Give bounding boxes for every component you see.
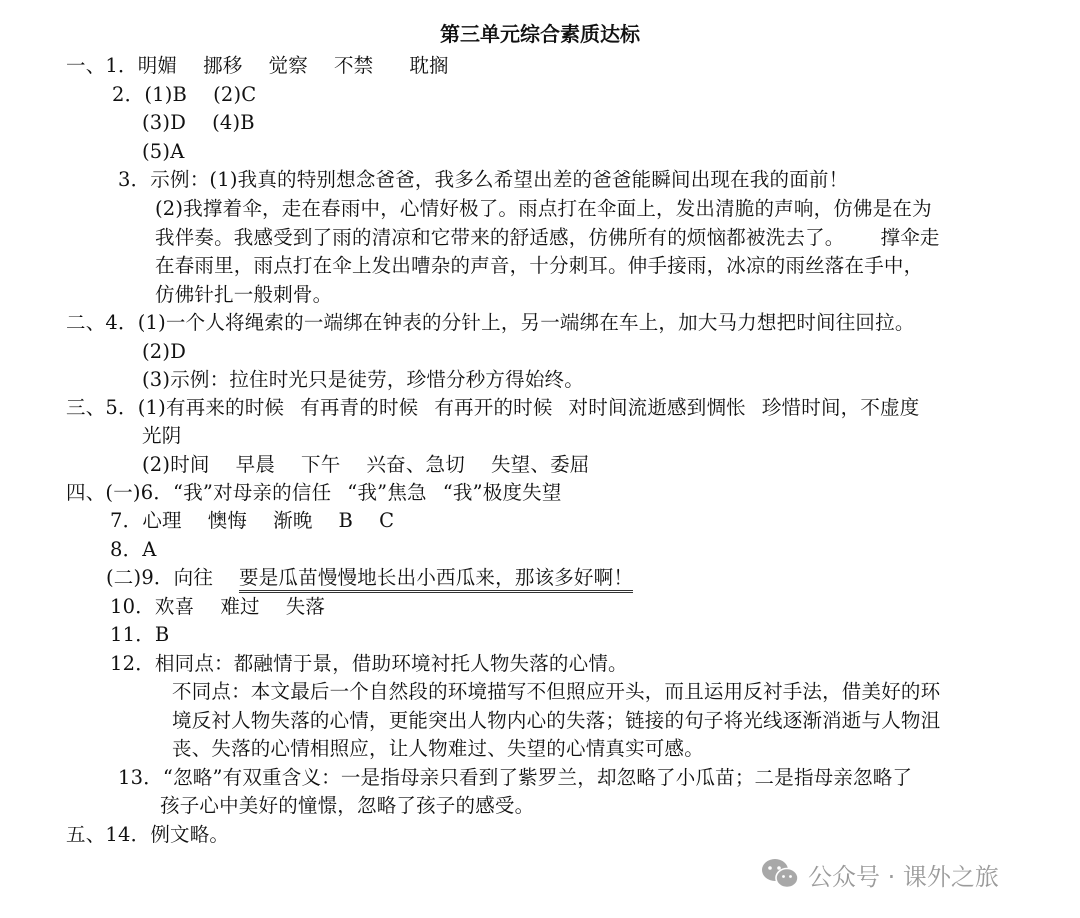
q5-item: 对时间流逝感到惆怅: [568, 396, 746, 419]
q4-line-1: 二、4．(1)一个人将绳索的一端绑在钟表的分针上，另一端绑在车上，加大马力想把时间往回拉。: [66, 311, 915, 334]
q2-line-3: [142, 138, 185, 166]
watermark: [760, 856, 999, 892]
q2-line-1: [112, 81, 256, 109]
q2-num: 2．: [112, 83, 145, 106]
q6-line: [66, 479, 562, 507]
page-title: 第三单元综合素质达标: [440, 22, 640, 46]
q3-text: 撑伞走: [880, 226, 940, 249]
q14-line: 五、14．例文略。: [66, 823, 230, 846]
q5-item: 有再开的时候: [434, 396, 553, 419]
wechat-icon: [760, 857, 800, 891]
q9-prefix: (二)9．向往: [106, 566, 214, 589]
q2-answer: (2)C: [213, 83, 257, 106]
q6-item: “我”极度失望: [442, 481, 562, 504]
q13-line-1: 13．“忽略”有双重含义：一是指母亲只看到了紫罗兰，却忽略了小瓜苗；二是指母亲忽略了: [118, 766, 913, 789]
q1-word: 挪移: [203, 54, 243, 77]
q6-item: “我”对母亲的信任: [173, 481, 332, 504]
q10-item: 欢喜: [154, 595, 195, 618]
q1-line: [66, 52, 449, 80]
q8-line: 8．A: [110, 538, 157, 561]
watermark-text: 公众号 · 课外之旅: [808, 862, 999, 891]
q1-word: 不禁: [333, 54, 374, 77]
q5-item: 有再来的时候: [165, 396, 285, 419]
q5-line-2: 光阴: [142, 424, 182, 447]
q7-item: 懊悔: [207, 509, 248, 532]
q2-line-2: [142, 109, 255, 137]
q3-line-1: 3．示例：(1)我真的特别想念爸爸，我多么希望出差的爸爸能瞬间出现在我的面前！: [118, 168, 849, 191]
q5-p2-prefix: (2): [142, 453, 171, 476]
q10-item: 难过: [220, 595, 260, 618]
q12-line-1: 12．相同点：都融情于景，借助环境衬托人物失落的心情。: [110, 652, 628, 675]
q1-word: 耽搁: [409, 54, 449, 77]
q10-line: [110, 593, 325, 621]
q2-answer: (3)D: [142, 111, 187, 134]
q4-line-3: (3)示例：拉住时光只是徒劳，珍惜分秒方得始终。: [142, 368, 584, 391]
q7-prefix: 7．: [110, 509, 143, 532]
q13-line-2: 孩子心中美好的憧憬，忽略了孩子的感受。: [160, 794, 535, 817]
q9-quote-underlined: 要是瓜苗慢慢地长出小西瓜来，那该多好啊！: [239, 566, 633, 593]
q10-item: 失落: [285, 595, 326, 618]
q4-line-2: (2)D: [142, 340, 187, 363]
q3-line-2: (2)我撑着伞，走在春雨中，心情好极了。雨点打在伞面上，发出清脆的声响，仿佛是在为: [155, 197, 932, 220]
q7-item: 渐晚: [273, 509, 313, 532]
q2-answer: (1)B: [144, 83, 188, 106]
q12-line-4: 丧、失落的心情相照应，让人物难过、失望的心情真实可感。: [172, 737, 704, 760]
q5-item: 珍惜时间，不虚度: [761, 396, 920, 419]
q6-item: “我”焦急: [347, 481, 427, 504]
q12-line-2: 不同点：本文最后一个自然段的环境描写不但照应开头，而且运用反衬手法，借美好的环: [172, 680, 941, 703]
q3-text: 我伴奏。我感受到了雨的清凉和它带来的舒适感，仿佛所有的烦恼都被洗去了。: [155, 226, 845, 249]
q5-p2-item: 失望、委屈: [490, 453, 590, 476]
q1-word: 觉察: [268, 54, 308, 77]
q2-answer: (4)B: [212, 111, 255, 134]
q7-line: [110, 507, 394, 535]
q5-p2-item: 下午: [301, 453, 341, 476]
q5-line-1: [66, 394, 919, 422]
q3-line-3: [155, 224, 940, 252]
q5-prefix: 三、5．(1): [66, 396, 166, 419]
q5-p2-item: 兴奋、急切: [366, 453, 465, 476]
q5-p2-item: 早晨: [235, 453, 276, 476]
q9-line: [106, 564, 633, 592]
q1-word: 明媚: [137, 54, 178, 77]
q12-line-3: 境反衬人物失落的心情，更能突出人物内心的失落；链接的句子将光线逐渐消逝与人物沮: [172, 709, 941, 732]
q5-line-3: [142, 451, 589, 479]
q3-line-4: 在春雨里，雨点打在伞上发出嘈杂的声音，十分刺耳。伸手接雨，冰凉的雨丝落在手中，: [155, 254, 924, 277]
q5-p2-item: 时间: [170, 453, 210, 476]
q7-item: B: [338, 509, 354, 532]
q2-answer: (5)A: [142, 140, 185, 163]
q1-prefix: 一、1．: [66, 54, 138, 77]
q5-item: 有再青的时候: [300, 396, 419, 419]
q7-item: C: [379, 509, 395, 532]
q10-prefix: 10．: [110, 595, 155, 618]
q7-item: 心理: [142, 509, 182, 532]
q3-line-5: 仿佛针扎一般刺骨。: [155, 283, 333, 306]
q6-prefix: 四、(一)6．: [66, 481, 174, 504]
q11-line: 11．B: [110, 623, 170, 646]
